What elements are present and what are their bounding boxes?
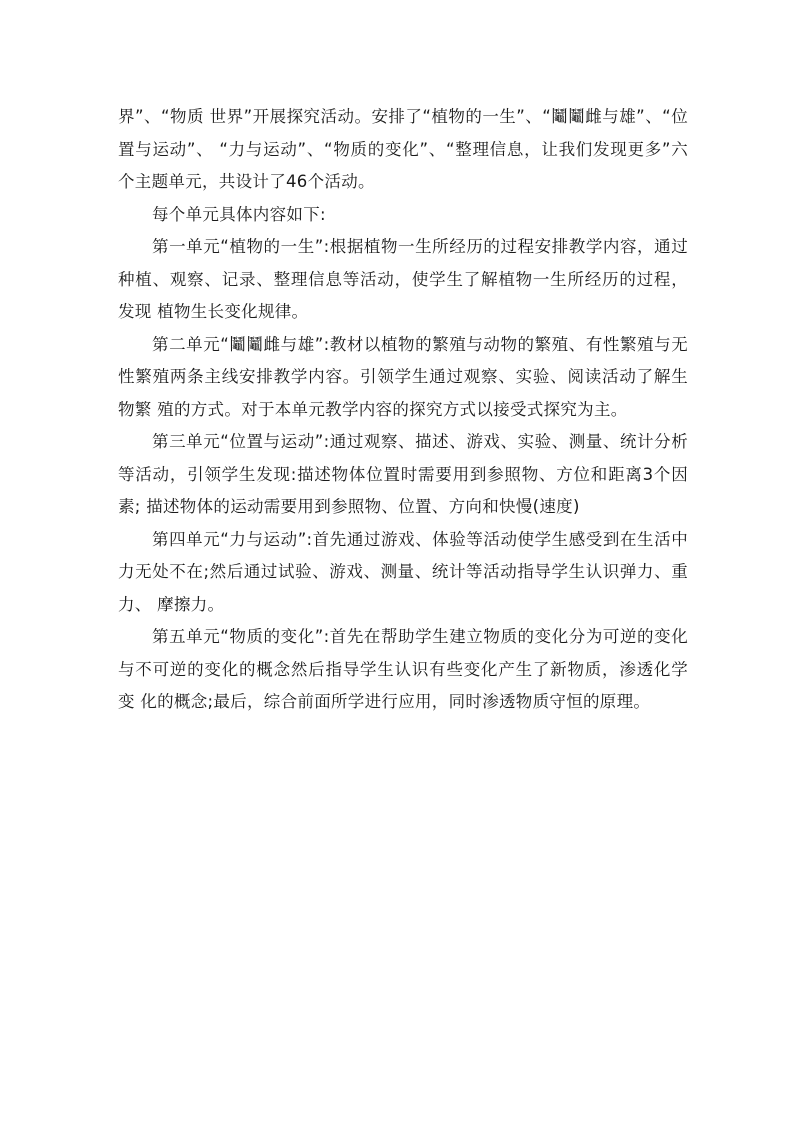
paragraph-intro-continued: 界”、“物质 世界”开展探究活动。安排了“植物的一生”、“鬮鬮雌与雄”、“位置与运动”、 “力与运动”、“物质的变化”、“整理信息，让我们发现更多”六个主题单元，共设计了46个活动。 (118, 107, 688, 191)
paragraph-unit-2: 第二单元“鬮鬮雌与雄”:教材以植物的繁殖与动物的繁殖、有性繁殖与无 性繁殖两条主线安排教学内容。引领学生通过观察、实验、阅读活动了解生物繁 殖的方式。对于本单元教学内容的探究方式以接受式探究为主。 (118, 334, 688, 419)
paragraph-unit-1: 第一单元“植物的一生”:根据植物一生所经历的过程安排教学内容，通过 种植、观察、记录、整理信息等活动，使学生了解植物一生所经历的过程，发现 植物生长变化规律。 (118, 237, 688, 321)
paragraph-unit-5: 第五单元“物质的变化”:首先在帮助学生建立物质的变化分为可逆的变化 与不可逆的变化的概念然后指导学生认识有些变化产生了新物质，渗透化学变 化的概念;最后，综合前面所学进行应用，同时渗透物质守恒的原理。 (118, 627, 688, 711)
paragraph-unit-3: 第三单元“位置与运动”:通过观察、描述、游戏、实验、测量、统计分析 等活动，引领学生发现:描述物体位置时需要用到参照物、方位和距离3个因素; 描述物体的运动需要用到参照物、位置、方向和快慢(速度) (118, 432, 688, 516)
paragraph-unit-4: 第四单元“力与运动”:首先通过游戏、体验等活动使学生感受到在生活中 力无处不在;然后通过试验、游戏、测量、统计等活动指导学生认识弹力、重力、 摩擦力。 (118, 529, 688, 614)
paragraph-unit-overview: 每个单元具体内容如下: (152, 204, 326, 224)
document-body (118, 101, 688, 719)
